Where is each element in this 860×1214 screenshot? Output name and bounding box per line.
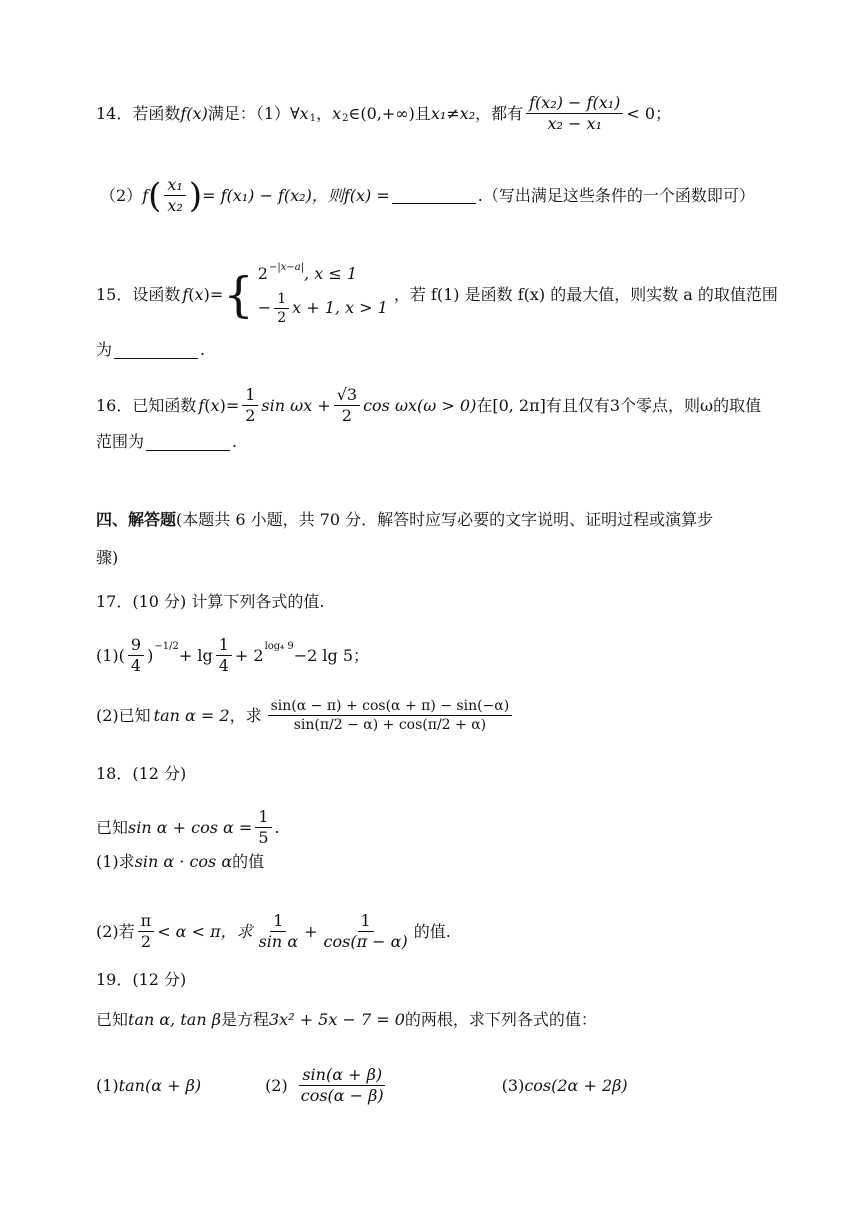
q18-header — [96, 764, 186, 784]
q15-line2 — [96, 340, 205, 360]
q14-interval: ∈(0,+∞)且 — [348, 103, 431, 123]
q15-tail: ，若 f(1) 是函数 f(x) 的最大值，则实数 a 的取值范围 — [393, 285, 778, 304]
q17-pow-base: + 2 — [234, 645, 264, 665]
q16-half: $\frac{1}{2}$ — [242, 386, 258, 426]
q14-x2: x — [332, 103, 342, 123]
q18-p2-end: 的值. — [413, 921, 451, 941]
q18-one-fifth: $\frac{1}{5}$ — [255, 808, 271, 848]
q15-brace: { — [223, 267, 254, 323]
q18-frac2: $\frac{1}{\cos(\pi - \alpha)}$ — [323, 911, 408, 952]
q18-title: 18．(12 分) — [96, 764, 187, 783]
q15-case1: $2^{-|x-a|}$, x ≤ 1 — [257, 262, 358, 283]
q14-ratio-den: x₂ — [167, 196, 183, 216]
q14-line2 — [100, 176, 755, 216]
q18-p1-expr: sin α · cos α — [134, 852, 233, 871]
q14-dou: ，都有 — [475, 103, 524, 123]
q18-frac1: $\frac{1}{\text{sin α}}$ — [258, 911, 299, 952]
q15-wei: 为 — [96, 340, 113, 359]
q17-nine-fourths: $\frac{9}{4}$ — [128, 636, 144, 676]
q15-cases — [258, 264, 388, 326]
q14-sub2: 2 — [342, 112, 349, 124]
q15-half: $\frac{1}{2}$ — [274, 291, 289, 326]
q18-given-prefix: 已知 — [96, 817, 129, 837]
q16-sqrt3-half: $\frac{√3}{2}$ — [334, 386, 360, 426]
section4-desc2: 骤) — [96, 548, 119, 567]
q18-given — [96, 808, 280, 848]
q19-p2-fraction — [298, 1066, 387, 1106]
q17-p1-label: (1) — [96, 645, 119, 665]
q14-fx-eq: f(x) = — [343, 185, 390, 205]
q14-line1 — [96, 94, 671, 134]
q14-fx: f(x) — [180, 103, 208, 123]
q16-line1: 16．已知函数 f ( x )= $\frac{1}{2}$ sin ωx + $\frac{√3}{2}$ cos ωx(ω > 0) 在[0, 2π]有且仅有3个零点，则ω的取值 — [96, 385, 762, 426]
q19-p3-expr: cos(2α + 2β) — [524, 1075, 628, 1095]
q17-pow-exp: log₄ 9 — [264, 640, 294, 652]
q14-fraction — [526, 94, 623, 134]
q18-p1-end: 的值 — [232, 852, 265, 871]
section4-title-line2 — [96, 548, 118, 568]
q14-forall: ∀x — [290, 103, 309, 123]
q19-given — [96, 1010, 597, 1030]
q19-p2-label: (2) — [265, 1075, 288, 1095]
q19-title: 19．(12 分) — [96, 970, 187, 989]
q14-answer-blank[interactable] — [392, 187, 476, 204]
q17-p2-cond: tan α = 2 — [153, 705, 230, 725]
q19-header — [96, 970, 186, 990]
q14-prefix: 14．若函数 — [96, 103, 181, 123]
q17-p2-label: (2)已知 — [96, 705, 151, 725]
q16-expr-mid: sin ωx + — [261, 395, 331, 415]
q14-neq: ≠ — [446, 103, 460, 123]
q18-given-expr: sin α + cos α = — [128, 817, 253, 837]
q17-p2-den: sin(π/2 − α) + cos(π/2 + α) — [293, 717, 487, 734]
q19-p1-label: (1) — [96, 1075, 119, 1095]
q17-p1-tail: −2 lg 5； — [293, 645, 370, 665]
q17-header — [96, 592, 324, 612]
q17-lg: + lg — [178, 645, 213, 665]
q16-prefix: 16．已知函数 — [96, 395, 197, 415]
q14-x-ratio — [164, 176, 185, 216]
q19-p3-label: (3) — [501, 1075, 525, 1095]
q14-x1-a: x₁ — [430, 103, 447, 123]
q14-x2-b: x₂ — [459, 103, 476, 123]
q16-period: . — [232, 432, 238, 451]
q14-ratio-num: x₁ — [164, 176, 185, 196]
q14-rparen: ) — [188, 175, 203, 216]
q19-p2-den: cos(α − β) — [300, 1086, 384, 1106]
q19-parts — [96, 1066, 628, 1106]
q16-line2 — [96, 432, 237, 452]
q14-eq: = f(x₁) − f(x₂)，则 — [202, 185, 344, 205]
q15-prefix: 15．设函数 — [96, 285, 181, 304]
q18-p2-cond: < α < π，求 — [157, 921, 253, 941]
q18-pi-half: $\frac{\pi}{2}$ — [138, 912, 155, 952]
section4-desc: (本题共 6 小题，共 70 分．解答时应写必要的文字说明、证明过程或演算步 — [176, 510, 714, 529]
q15-answer-blank[interactable] — [114, 342, 198, 359]
q16-answer-blank[interactable] — [146, 434, 230, 451]
q18-part2: (2)若 $\frac{\pi}{2}$ < α < π，求 $\frac{1}{\text{sin α}}$ + $\frac{1}{\cos(\pi - \alpha)}$ 的值. — [96, 911, 451, 952]
q16-range-label: 范围为 — [96, 432, 145, 451]
q16-expr-tail: cos ωx(ω > 0) — [363, 395, 477, 415]
q14-cond: 满足：（1） — [207, 103, 290, 123]
q18-p1-label: (1)求 — [96, 852, 135, 871]
q14-lparen: ( — [148, 175, 162, 216]
q19-equation: 3x² + 5x − 7 = 0 — [268, 1010, 405, 1029]
q17-part2 — [96, 698, 515, 733]
q17-p2-num: sin(α − π) + cos(α + π) − sin(−α) — [268, 698, 513, 716]
q14-frac-den: x₂ − x₁ — [547, 114, 602, 134]
q16-tail: 在[0, 2π]有且仅有3个零点，则ω的取值 — [476, 395, 762, 415]
q15-case2: − $\frac{1}{2}$ x + 1, x > 1 — [257, 290, 388, 326]
q19-given-prefix: 已知 — [96, 1010, 129, 1029]
section4-title — [96, 510, 713, 530]
q14-tail: < 0； — [626, 103, 672, 123]
q19-given-mid: 是方程 — [220, 1010, 269, 1029]
q14-comma: ， — [316, 103, 333, 123]
q14-sub1: 1 — [309, 112, 317, 124]
q14-frac-num: f(x₂) − f(x₁) — [526, 94, 623, 114]
q18-given-end: . — [274, 817, 280, 837]
q14-part2-label: （2） — [100, 185, 143, 205]
q19-p1-expr: tan(α + β) — [118, 1075, 202, 1095]
q17-exp: −1/2 — [154, 640, 179, 652]
q17-p2-fraction — [268, 698, 513, 733]
q15-period: . — [200, 340, 206, 359]
q17-one-fourth: $\frac{1}{4}$ — [216, 636, 232, 676]
section4-heading: 四、解答题 — [96, 510, 177, 529]
q17-title: 17．(10 分) 计算下列各式的值. — [96, 592, 325, 611]
q17-p2-qiu: ，求 — [229, 705, 262, 725]
q14-f: f — [142, 185, 149, 205]
q14-line2-tail: .（写出满足这些条件的一个函数即可） — [477, 185, 755, 205]
q19-given-end: 的两根，求下列各式的值： — [404, 1010, 597, 1029]
q18-part1 — [96, 852, 264, 872]
q19-given-expr: tan α, tan β — [128, 1010, 221, 1029]
q17-part1: (1) ( $\frac{9}{4}$ ) −1/2 + lg $\frac{1}{4}$ + 2 log₄ 9 −2 lg 5； — [96, 635, 370, 676]
q18-p2-label: (2)若 — [96, 921, 135, 941]
q15-line1: 15．设函数 f ( x )= { $2^{-|x-a|}$, x ≤ 1 − $\frac{1}{2}$ x + 1, x > 1 ，若 f(1) 是函数 f(x) 的最大值，则实数 a 的取值范围 — [96, 262, 778, 326]
q19-p2-num: sin(α + β) — [299, 1066, 385, 1086]
